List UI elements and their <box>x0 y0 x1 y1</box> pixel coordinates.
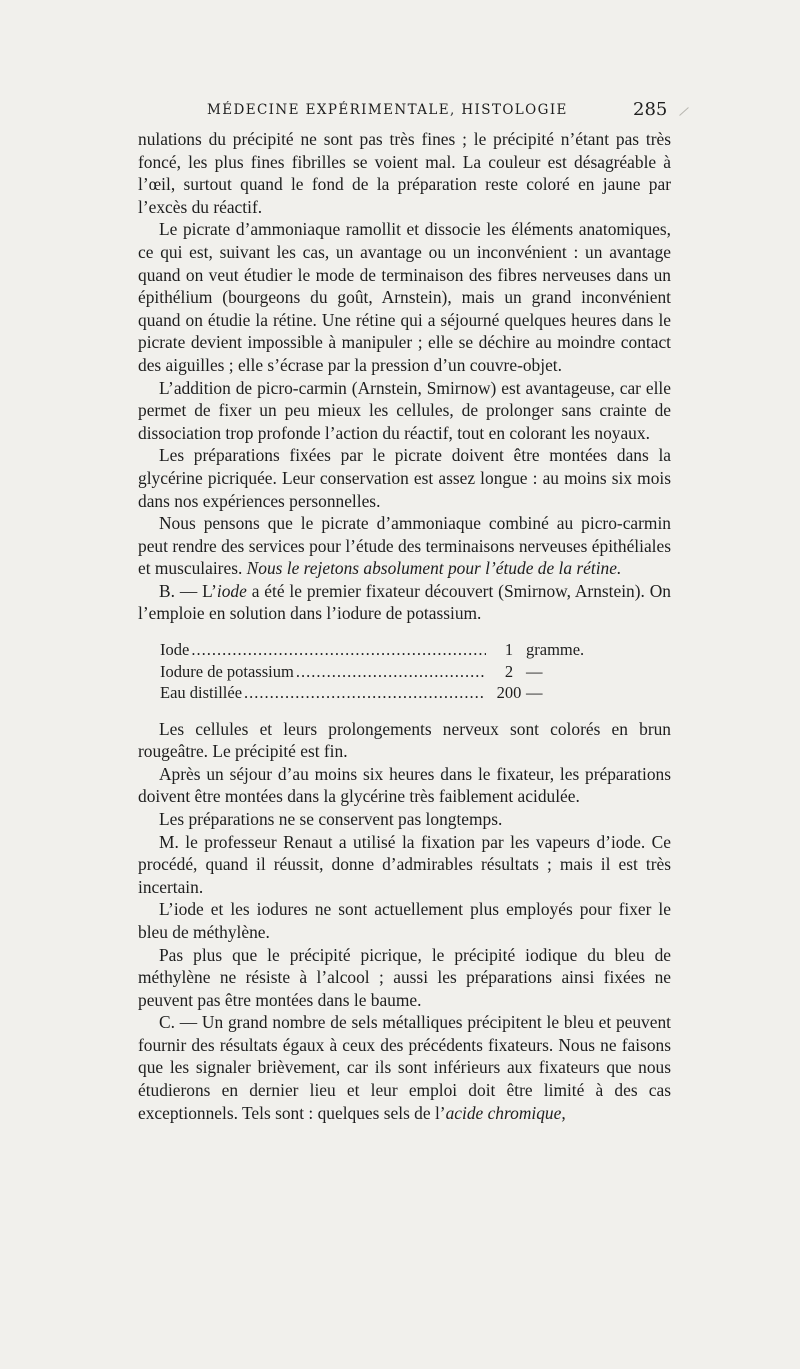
formula-row <box>160 639 600 661</box>
formula-amount: 1 <box>504 640 514 660</box>
formula-ingredient: Iode <box>160 640 190 660</box>
body-text <box>138 128 671 1124</box>
formula-row <box>160 682 600 704</box>
leader-dots <box>296 661 486 683</box>
paragraph-iodine-colour: Les cellules et leurs prolongements nerveux sont colorés en brun rougeâtre. Le précipité est fin. <box>138 718 671 762</box>
paragraph-alcohol: Pas plus que le précipité picrique, le précipité iodique du bleu de méthylène ne résiste à l’alcool ; aussi les préparations ainsi fixées ne peuvent pas être montées dans le baume. <box>138 944 671 1010</box>
paragraph-continuation: nulations du précipité ne sont pas très fines ; le précipité n’étant pas très foncé, les plus fines fibrilles se voient mal. La couleur est désagréable à l’œil, surtout quand le fond de la préparation reste coloré en jaune par l’excès du réactif. <box>138 129 671 217</box>
formula-unit: gramme. <box>526 640 585 660</box>
paragraph-mounting: Les préparations fixées par le picrate doivent être montées dans la glycérine picriquée. Leur conservation est assez longue : au moins six mois dans nos expériences personnelles. <box>138 445 671 511</box>
formula-unit: — <box>526 683 543 703</box>
formula-table <box>160 639 600 704</box>
paragraph-conclusion-picrate: Nous pensons que le picrate d’ammoniaque combiné au picro-carmin peut rendre des services pour l’étude des terminaisons nerveuses épithéliales et musculaires. Nous le rejetons absolument pour l’étude de la rétine. <box>138 513 671 579</box>
term-acide-chromique: acide chromique, <box>445 1102 566 1123</box>
paragraph-renaut: M. le professeur Renaut a utilisé la fixation par les vapeurs d’iode. Ce procédé, quand il réussit, donne d’admirables résultats ; mais il est très incertain. <box>138 831 671 897</box>
paragraph-picro-carmin: L’addition de picro-carmin (Arnstein, Smirnow) est avantageuse, car elle permet de fixer un peu mieux les cellules, de prolonger sans crainte de dissociation trop profonde l’action du réactif, tout en colorant les noyaux. <box>138 377 671 443</box>
page-number: 285 <box>633 99 668 120</box>
leader-dots <box>191 639 486 661</box>
paragraph-iodine-conservation: Les préparations ne se conservent pas longtemps. <box>159 808 503 829</box>
formula-row <box>160 661 600 683</box>
formula-amount: 200 <box>496 683 522 703</box>
paragraph-metallic-salts: C. — Un grand nombre de sels métalliques précipitent le bleu et peuvent fournir des résultats égaux à ceux des précédents fixateurs. Nous ne faisons que les signaler brièvement, car ils sont inférieurs aux fixateurs que nous étudierons en dernier lieu et leur emploi doit être limité à des cas exceptionnels. Tels sont : quelques sels de l’acide chromique, <box>138 1012 671 1123</box>
running-head-title: MÉDECINE EXPÉRIMENTALE, HISTOLOGIE <box>207 102 568 118</box>
term-iode: iode <box>216 580 247 601</box>
formula-ingredient: Iodure de potassium <box>160 661 294 681</box>
formula-amount: 2 <box>504 661 514 681</box>
paragraph-iodides: L’iode et les iodures ne sont actuellement plus employés pour fixer le bleu de méthylène. <box>138 899 671 942</box>
emphasis-retina: Nous le rejetons absolument pour l’étude de la rétine. <box>246 558 622 579</box>
leader-dots <box>244 682 486 704</box>
paragraph-iodine-mounting: Après un séjour d’au moins six heures dans le fixateur, les préparations doivent être montées dans la glycérine très faiblement acidulée. <box>138 763 671 807</box>
paragraph-iodine: B. — L’iode a été le premier fixateur découvert (Smirnow, Arnstein). On l’emploie en solution dans l’iodure de potassium. <box>138 580 671 624</box>
paragraph-picrate-ammonia: Le picrate d’ammoniaque ramollit et dissocie les éléments anatomiques, ce qui est, suivant les cas, un avantage ou un inconvénient : un avantage quand on veut étudier le mode de terminaison des fibres nerveuses dans un épithélium (bourgeons du goût, Arnstein), mais un grand inconvénient quand on étudie la rétine. Une rétine qui a séjourné quelques heures dans le picrate devient impossible à manipuler ; elle se déchire au moindre contact des aiguilles ; elle s’écrase par la pression d’un couvre-objet. <box>138 219 671 375</box>
formula-unit: — <box>526 661 543 681</box>
formula-ingredient: Eau distillée <box>160 683 243 703</box>
